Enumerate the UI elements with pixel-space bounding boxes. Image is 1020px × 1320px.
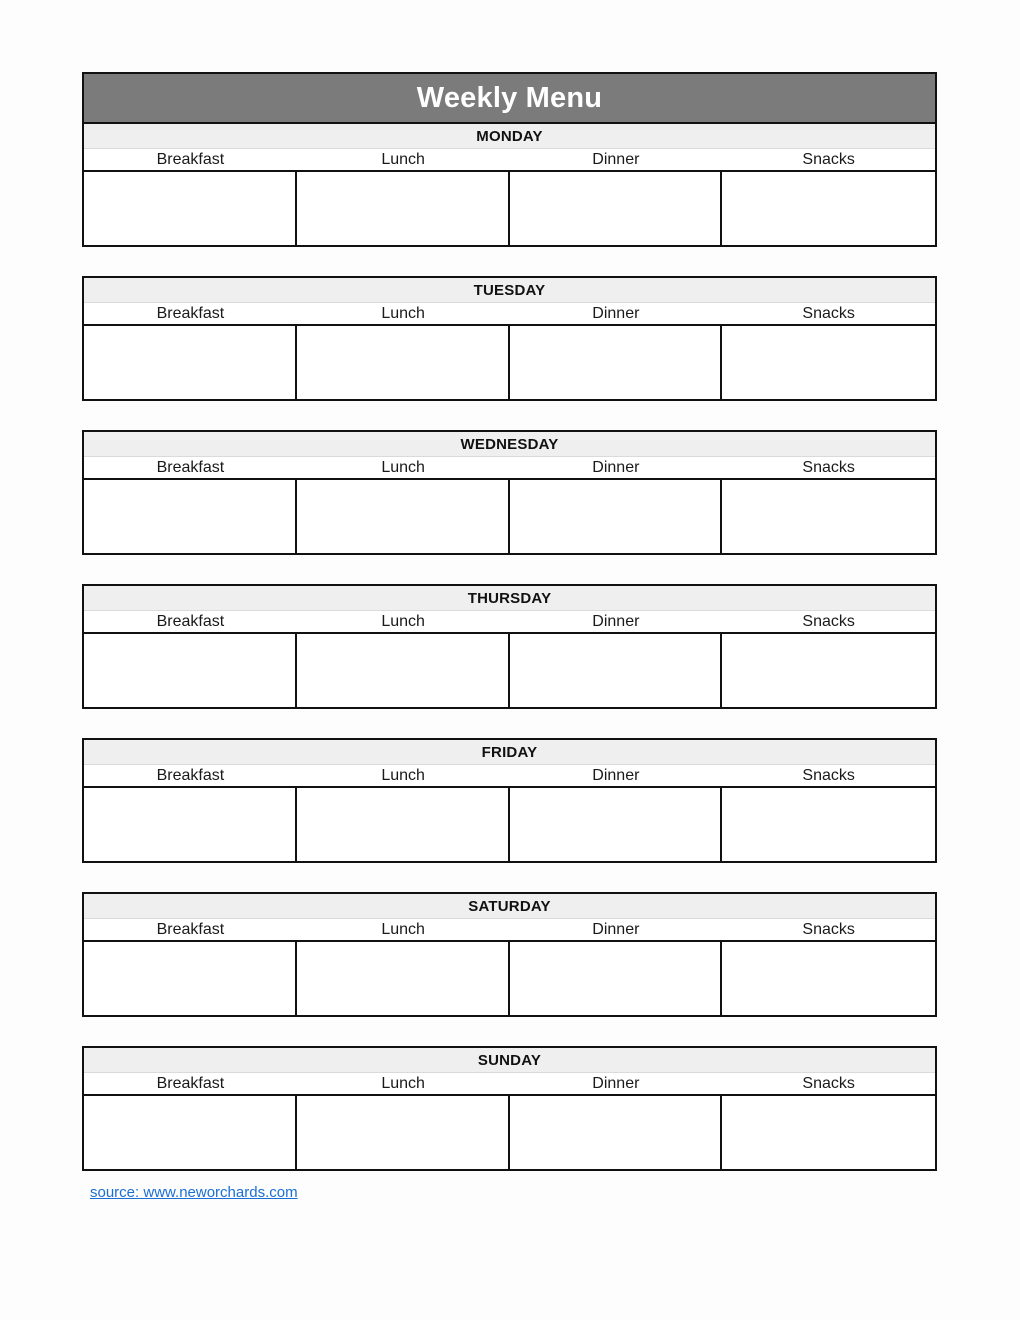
meal-header-dinner: Dinner <box>592 151 640 168</box>
meal-header-row <box>84 303 935 326</box>
meal-header-snacks: Snacks <box>802 305 855 322</box>
meal-header-dinner: Dinner <box>592 767 640 784</box>
meal-header-dinner: Dinner <box>592 459 640 476</box>
thursday-dinner-cell[interactable] <box>510 634 723 707</box>
meal-header-breakfast: Breakfast <box>156 921 225 938</box>
meal-header-breakfast: Breakfast <box>156 151 225 168</box>
meal-header-lunch: Lunch <box>381 459 425 476</box>
monday-breakfast-cell[interactable] <box>84 172 297 245</box>
day-section-sunday <box>82 1046 937 1171</box>
meal-header-lunch: Lunch <box>381 151 425 168</box>
meal-header-snacks: Snacks <box>802 921 855 938</box>
meal-header-dinner: Dinner <box>592 613 640 630</box>
entry-row <box>84 942 935 1015</box>
day-header-wednesday: WEDNESDAY <box>84 432 935 457</box>
meal-header-row <box>84 149 935 172</box>
meal-header-row <box>84 457 935 480</box>
entry-row <box>84 480 935 553</box>
monday-snacks-cell[interactable] <box>722 172 935 245</box>
day-header-tuesday: TUESDAY <box>84 278 935 303</box>
meal-header-row <box>84 1073 935 1096</box>
entry-row <box>84 172 935 245</box>
day-header-monday: MONDAY <box>84 124 935 149</box>
tuesday-breakfast-cell[interactable] <box>84 326 297 399</box>
day-section-saturday <box>82 892 937 1017</box>
title-banner <box>82 72 937 124</box>
meal-header-snacks: Snacks <box>802 1075 855 1092</box>
page-title: Weekly Menu <box>416 81 603 114</box>
sunday-dinner-cell[interactable] <box>510 1096 723 1169</box>
saturday-breakfast-cell[interactable] <box>84 942 297 1015</box>
monday-dinner-cell[interactable] <box>510 172 723 245</box>
saturday-dinner-cell[interactable] <box>510 942 723 1015</box>
tuesday-lunch-cell[interactable] <box>297 326 510 399</box>
source-link[interactable]: source: www.neworchards.com <box>90 1184 298 1201</box>
meal-header-breakfast: Breakfast <box>156 459 225 476</box>
day-header-sunday: SUNDAY <box>84 1048 935 1073</box>
meal-header-lunch: Lunch <box>381 1075 425 1092</box>
entry-row <box>84 788 935 861</box>
meal-header-row <box>84 611 935 634</box>
day-section-friday <box>82 738 937 863</box>
thursday-snacks-cell[interactable] <box>722 634 935 707</box>
meal-header-lunch: Lunch <box>381 767 425 784</box>
thursday-lunch-cell[interactable] <box>297 634 510 707</box>
sunday-breakfast-cell[interactable] <box>84 1096 297 1169</box>
meal-header-breakfast: Breakfast <box>156 613 225 630</box>
friday-lunch-cell[interactable] <box>297 788 510 861</box>
thursday-breakfast-cell[interactable] <box>84 634 297 707</box>
meal-header-snacks: Snacks <box>802 151 855 168</box>
meal-header-lunch: Lunch <box>381 921 425 938</box>
day-header-saturday: SATURDAY <box>84 894 935 919</box>
entry-row <box>84 634 935 707</box>
meal-header-snacks: Snacks <box>802 613 855 630</box>
meal-header-breakfast: Breakfast <box>156 305 225 322</box>
entry-row <box>84 1096 935 1169</box>
day-header-friday: FRIDAY <box>84 740 935 765</box>
wednesday-lunch-cell[interactable] <box>297 480 510 553</box>
meal-header-lunch: Lunch <box>381 305 425 322</box>
source-row <box>82 1184 937 1202</box>
meal-header-breakfast: Breakfast <box>156 1075 225 1092</box>
entry-row <box>84 326 935 399</box>
tuesday-snacks-cell[interactable] <box>722 326 935 399</box>
day-section-tuesday <box>82 276 937 401</box>
meal-header-dinner: Dinner <box>592 305 640 322</box>
meal-header-dinner: Dinner <box>592 921 640 938</box>
sunday-snacks-cell[interactable] <box>722 1096 935 1169</box>
meal-header-dinner: Dinner <box>592 1075 640 1092</box>
day-section-thursday <box>82 584 937 709</box>
meal-header-snacks: Snacks <box>802 459 855 476</box>
meal-header-snacks: Snacks <box>802 767 855 784</box>
day-section-monday <box>82 124 937 247</box>
saturday-snacks-cell[interactable] <box>722 942 935 1015</box>
friday-breakfast-cell[interactable] <box>84 788 297 861</box>
wednesday-snacks-cell[interactable] <box>722 480 935 553</box>
meal-header-lunch: Lunch <box>381 613 425 630</box>
tuesday-dinner-cell[interactable] <box>510 326 723 399</box>
day-header-thursday: THURSDAY <box>84 586 935 611</box>
weekly-menu-document <box>82 72 937 1202</box>
friday-snacks-cell[interactable] <box>722 788 935 861</box>
wednesday-breakfast-cell[interactable] <box>84 480 297 553</box>
meal-header-row <box>84 765 935 788</box>
monday-lunch-cell[interactable] <box>297 172 510 245</box>
saturday-lunch-cell[interactable] <box>297 942 510 1015</box>
wednesday-dinner-cell[interactable] <box>510 480 723 553</box>
meal-header-row <box>84 919 935 942</box>
meal-header-breakfast: Breakfast <box>156 767 225 784</box>
day-section-wednesday <box>82 430 937 555</box>
sunday-lunch-cell[interactable] <box>297 1096 510 1169</box>
friday-dinner-cell[interactable] <box>510 788 723 861</box>
